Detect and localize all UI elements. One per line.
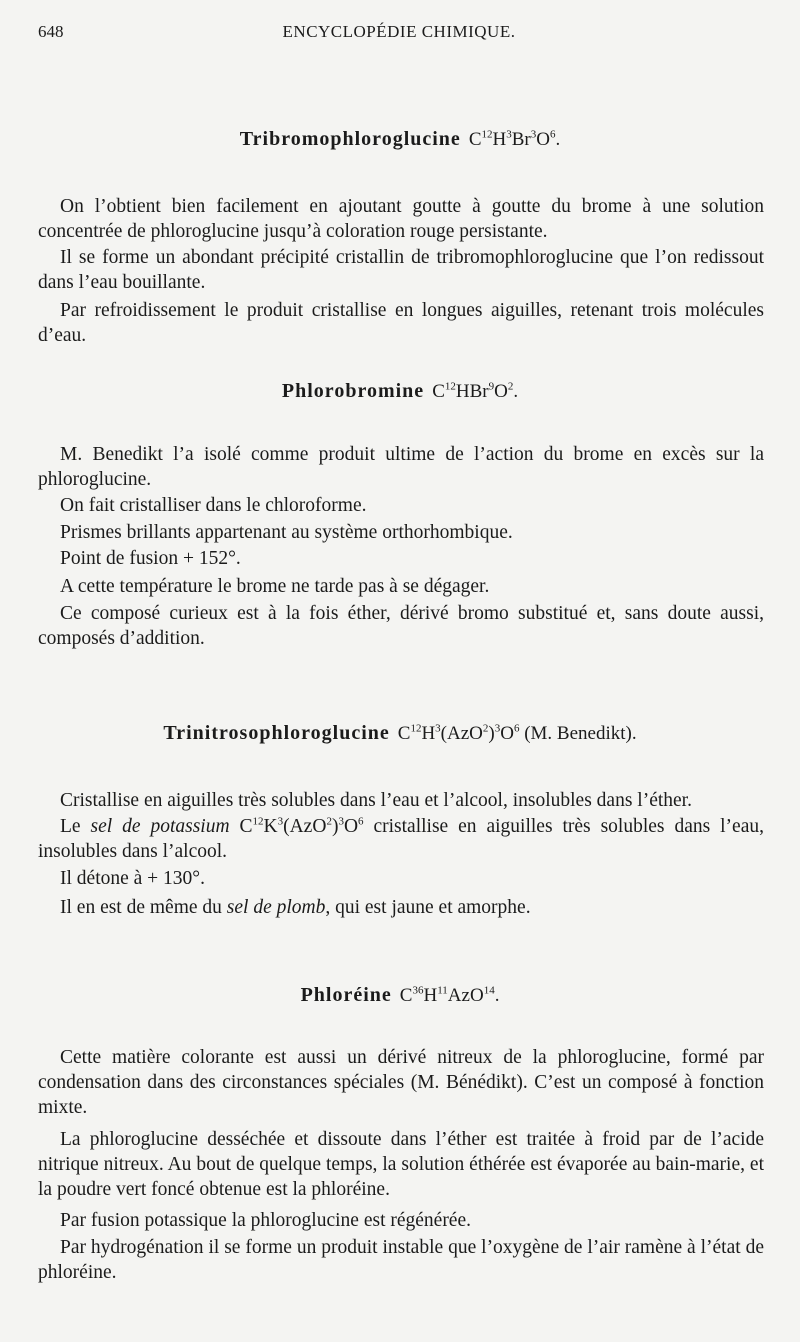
chemical-formula: $C^{12}H^3Br^3O^6$. bbox=[468, 128, 561, 150]
paragraph: Il se forme un abondant précipité cristallin de tribromophloroglucine que l’on redissout dans l’eau bouillante. bbox=[38, 247, 764, 293]
chemical-formula: $C^{12}HBr^9O^2$. bbox=[432, 380, 519, 402]
paragraph: Cette matière colorante est aussi un dérivé nitreux de la phloroglucine, formé par condensation dans des circonstances spéciales (M. Bénédikt). C’est un composé à fonction mixte. bbox=[38, 1047, 764, 1118]
section-heading-phloreine bbox=[0, 984, 800, 1007]
page-number: 648 bbox=[38, 22, 64, 41]
section-heading-tribromophloroglucine bbox=[0, 128, 800, 151]
section-title: Tribromophloroglucine bbox=[239, 128, 461, 150]
paragraph: On fait cristalliser dans le chloroforme. bbox=[60, 495, 367, 516]
paragraph: Cristallise en aiguilles très solubles dans l’eau et l’alcool, insolubles dans l’éther. bbox=[60, 790, 692, 811]
paragraph: Par hydrogénation il se forme un produit instable que l’oxygène de l’air ramène à l’état de phloréine. bbox=[38, 1237, 764, 1283]
running-title: ENCYCLOPÉDIE CHIMIQUE. bbox=[282, 22, 516, 41]
paragraph: Prismes brillants appartenant au système orthorhombique. bbox=[60, 522, 513, 543]
paragraph: Par refroidissement le produit cristallise en longues aiguilles, retenant trois molécules d’eau. bbox=[38, 300, 764, 346]
section-title: Trinitrosophloroglucine bbox=[163, 722, 390, 744]
section-title: Phloréine bbox=[300, 984, 392, 1006]
paragraph: Ce composé curieux est à la fois éther, dérivé bromo substitué et, sans doute aussi, composés d’addition. bbox=[38, 603, 764, 649]
chemical-formula: $C^{12}H^3(AzO^2)^3O^6$ (M. Benedikt). bbox=[397, 722, 637, 744]
page-header bbox=[38, 22, 760, 46]
section-heading-trinitrosophloroglucine bbox=[0, 722, 800, 745]
chemical-formula: $C^{36}H^{11}AzO^{14}$. bbox=[399, 984, 500, 1006]
paragraph: M. Benedikt l’a isolé comme produit ultime de l’action du brome en excès sur la phloroglucine. bbox=[38, 444, 764, 490]
paragraph: La phloroglucine desséchée et dissoute dans l’éther est traitée à froid par de l’acide nitrique nitreux. Au bout de quelque temps, la solution éthérée est évaporée au bain-marie, et la poudre vert foncé obtenue est la phloréine. bbox=[38, 1129, 764, 1200]
paragraph: On l’obtient bien facilement en ajoutant goutte à goutte du brome à une solution concentrée de phloroglucine jusqu’à coloration rouge persistante. bbox=[38, 196, 764, 242]
paragraph: Point de fusion + 152°. bbox=[60, 548, 241, 569]
paragraph: Il en est de même du sel de plomb, qui est jaune et amorphe. bbox=[60, 897, 531, 918]
section-heading-phlorobromine bbox=[0, 380, 800, 403]
paragraph: Il détone à + 130°. bbox=[60, 868, 205, 889]
paragraph: A cette température le brome ne tarde pas à se dégager. bbox=[60, 576, 490, 597]
paragraph: Par fusion potassique la phloroglucine est régénérée. bbox=[60, 1210, 471, 1231]
paragraph: Le sel de potassium $C^{12}K^3(AzO^2)^3O^6$ cristallise en aiguilles très solubles dans l’eau, insolubles dans l’alcool. bbox=[38, 815, 764, 862]
section-title: Phlorobromine bbox=[281, 380, 425, 402]
